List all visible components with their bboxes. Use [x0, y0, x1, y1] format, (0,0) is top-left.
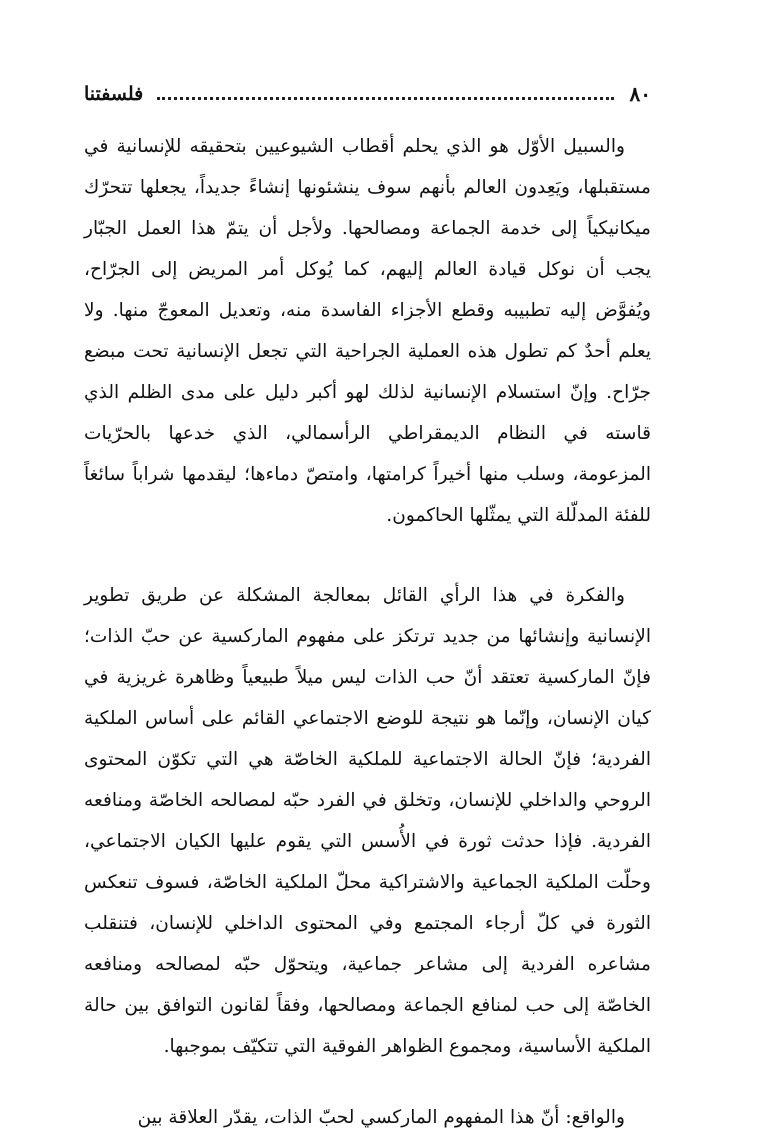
- book-title: فلسفتنا: [84, 83, 144, 105]
- running-head: [84, 74, 651, 114]
- paragraph: والواقع: أنّ هذا المفهوم الماركسي لحبّ الذات، يقدّر العلاقة بين: [137, 1107, 625, 1128]
- page-number: ٨٠: [629, 82, 651, 106]
- header-dotted-leader: [157, 97, 613, 100]
- paragraph: والسبيل الأوّل هو الذي يحلم أقطاب الشيوعيين بتحقيقه للإنسانية في مستقبلها، ويَعِدون العالم بأنهم سوف ينشئونها إنشاءً جديداً، يجعلها تتحرّك ميكانيكياً إلى خدمة الجماعة ومصالحها. ولأجل أن يتمّ هذا العمل الجبّار يجب أن نوكل قيادة العالم إليهم، كما يُوكل أمر المريض إلى الجرّاح، ويُفوَّض إليه تطبيبه وقطع الأجزاء الفاسدة منه، وتعديل المعوجّ منها. ولا يعلم أحدٌ كم تطول هذه العملية الجراحية التي تجعل الإنسانية تحت مبضع جرّاح. وإنّ استسلام الإنسانية لذلك لهو أكبر دليل على مدى الظلم الذي قاسته في النظام الديمقراطي الرأسمالي، الذي خدعها بالحرّيات المزعومة، وسلب منها أخيراً كرامتها، وامتصّ دماءها؛ ليقدمها شراباً سائغاً للفئة المدلّلة التي يمثّلها الحاكمون.: [84, 136, 651, 526]
- body-text: [84, 126, 651, 1138]
- paragraph: والفكرة في هذا الرأي القائل بمعالجة المشكلة عن طريق تطوير الإنسانية وإنشائها من جديد ترتكز على مفهوم الماركسية عن حبّ الذات؛ فإنّ الماركسية تعتقد أنّ حب الذات ليس ميلاً طبيعياً وظاهرة غريزية في كيان الإنسان، وإنّما هو نتيجة للوضع الاجتماعي القائم على أساس الملكية الفردية؛ فإنّ الحالة الاجتماعية للملكية الخاصّة هي التي تكوّن المحتوى الروحي والداخلي للإنسان، وتخلق في الفرد حبّه لمصالحه الخاصّة ومنافعه الفردية. فإذا حدثت ثورة في الأُسس التي يقوم عليها الكيان الاجتماعي، وحلّت الملكية الجماعية والاشتراكية محلّ الملكية الخاصّة، فسوف تنعكس الثورة في كلّ أرجاء المجتمع وفي المحتوى الداخلي للإنسان، فتنقلب مشاعره الفردية إلى مشاعر جماعية، ويتحوّل حبّه لمصالحه ومنافعه الخاصّة إلى حب لمنافع الجماعة ومصالحها، وفقاً لقانون التوافق بين حالة الملكية الأساسية، ومجموع الظواهر الفوقية التي تتكيّف بموجبها.: [84, 585, 651, 1057]
